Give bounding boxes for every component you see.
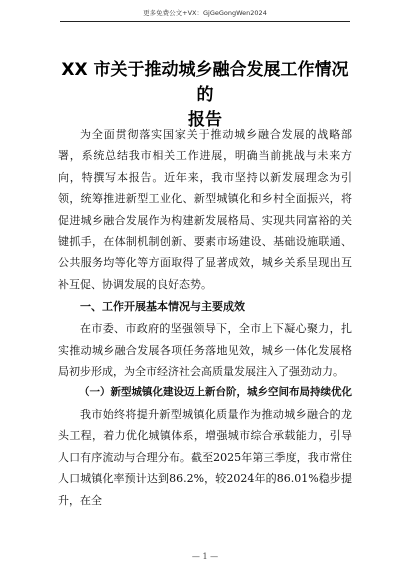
subsection-paragraph: 我市始终将提升新型城镇化质量作为推动城乡融合的龙头工程，着力优化城镇体系，增强城市综合承载能力，引导人口有序流动与合理分布。截至2025年第三季度，我市常住人口城镇化率预计达到86.2%，较2024年的86.01%稳步提升，在全 [58, 407, 352, 507]
page-header: 更多免费公文+VX：GjGeGongWen2024 [143, 9, 267, 17]
section-paragraph: 在市委、市政府的坚强领导下，全市上下凝心聚力，扎实推动城乡融合发展各项任务落地见效，城乡一体化发展格局初步形成，为全市经济社会高质量发展注入了强劲动力。 [58, 322, 352, 379]
document-body [58, 124, 352, 511]
document-title [60, 58, 350, 133]
title-line-2: 报告 [188, 110, 222, 130]
section-heading: 一、工作开展基本情况与主要成效 [80, 300, 245, 314]
page-number: — 1 — [191, 552, 219, 561]
intro-paragraph: 为全面贯彻落实国家关于推动城乡融合发展的战略部署，系统总结我市相关工作进展，明确当前挑战与未来方向，特撰写本报告。近年来，我市坚持以新发展理念为引领，统筹推进新型工业化、新型城镇化和乡村全面振兴，将促进城乡融合发展作为构建新发展格局、实现共同富裕的关键抓手，在体制机制创新、要素市场建设、基础设施联通、公共服务均等化等方面取得了显著成效，城乡关系呈现出互补互促、协调发展的良好态势。 [58, 128, 352, 291]
header-divider [60, 21, 350, 22]
title-line-1: XX 市关于推动城乡融合发展工作情况的 [61, 60, 349, 105]
subsection-heading: （一）新型城镇化建设迈上新台阶，城乡空间布局持续优化 [79, 386, 352, 399]
